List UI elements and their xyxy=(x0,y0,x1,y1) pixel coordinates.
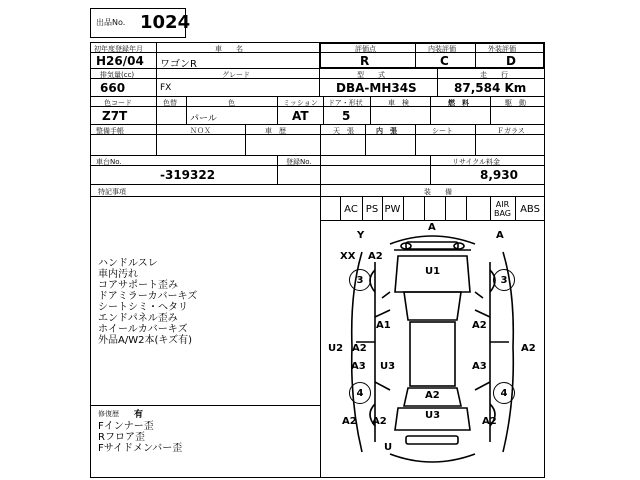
damage-circle: 4 xyxy=(349,382,371,404)
doors-value: 5 xyxy=(342,109,351,123)
damage-label: A2 xyxy=(482,416,497,427)
remark-item: コアサポート歪み xyxy=(98,280,178,291)
type-value: DBA-MH34S xyxy=(336,81,417,95)
equip-ac: AC xyxy=(344,203,358,215)
mileage-value: 87,584 Km xyxy=(454,81,527,95)
equip-airbag: AIR BAG xyxy=(493,199,512,218)
damage-label: U3 xyxy=(380,361,396,372)
damage-label: A2 xyxy=(372,416,387,427)
damage-label: XX xyxy=(340,251,356,262)
damage-label: U2 xyxy=(328,343,344,354)
remark-item: シートシミ・ヘタリ xyxy=(98,302,188,313)
exterior-value: D xyxy=(506,54,516,68)
damage-label: Y xyxy=(357,230,365,241)
first-reg-value: H26/04 xyxy=(96,54,144,68)
damage-label: A xyxy=(496,230,504,241)
damage-circle: 3 xyxy=(493,269,515,291)
damage-label: U xyxy=(384,442,393,453)
damage-label: U3 xyxy=(425,410,441,421)
damage-label: A2 xyxy=(472,320,487,331)
transmission-value: AT xyxy=(292,109,309,123)
equip-abs: ABS xyxy=(520,203,540,215)
damage-label: A2 xyxy=(368,251,383,262)
damage-label: A2 xyxy=(352,343,367,354)
repair-label: 修復歴 xyxy=(98,410,119,418)
damage-label: A3 xyxy=(351,361,366,372)
damage-label: A3 xyxy=(472,361,487,372)
repair-note: Rフロア歪 xyxy=(98,432,145,443)
equip-ps: PS xyxy=(365,203,379,215)
damage-label: A2 xyxy=(342,416,357,427)
displacement-value: 660 xyxy=(100,81,126,95)
repair-value: 有 xyxy=(134,410,144,420)
remark-item: ホイールカバーキズ xyxy=(98,324,188,335)
damage-label: A1 xyxy=(376,320,391,331)
damage-label: A2 xyxy=(521,343,536,354)
equip-pw: PW xyxy=(384,203,401,215)
lot-label: 出品No. xyxy=(96,18,126,27)
remark-item: エンドパネル歪み xyxy=(98,313,178,324)
score-value: R xyxy=(360,54,370,68)
remark-item: 車内汚れ xyxy=(98,269,138,280)
damage-circle: 4 xyxy=(493,382,515,404)
lot-number: 1024 xyxy=(140,12,191,33)
color-value: パール xyxy=(190,114,217,124)
repair-note: Fサイドメンバー歪 xyxy=(98,443,183,454)
chassis-no-value: -319322 xyxy=(160,168,216,182)
damage-label: A2 xyxy=(425,390,440,401)
remark-item: ドアミラーカバーキズ xyxy=(98,291,198,302)
grade-value: FX xyxy=(160,83,172,93)
remark-item: ハンドルスレ xyxy=(98,258,158,269)
model-name-value: ワゴンR xyxy=(160,59,197,70)
color-code-value: Z7T xyxy=(102,109,128,123)
interior-value: C xyxy=(440,54,449,68)
repair-note: Fインナー歪 xyxy=(98,421,154,432)
damage-circle: 3 xyxy=(349,269,371,291)
damage-label: A xyxy=(428,222,436,233)
remark-item: 外品A/W2本(キズ有) xyxy=(98,335,193,346)
damage-label: U1 xyxy=(425,266,441,277)
recycle-value: 8,930 xyxy=(480,168,518,182)
